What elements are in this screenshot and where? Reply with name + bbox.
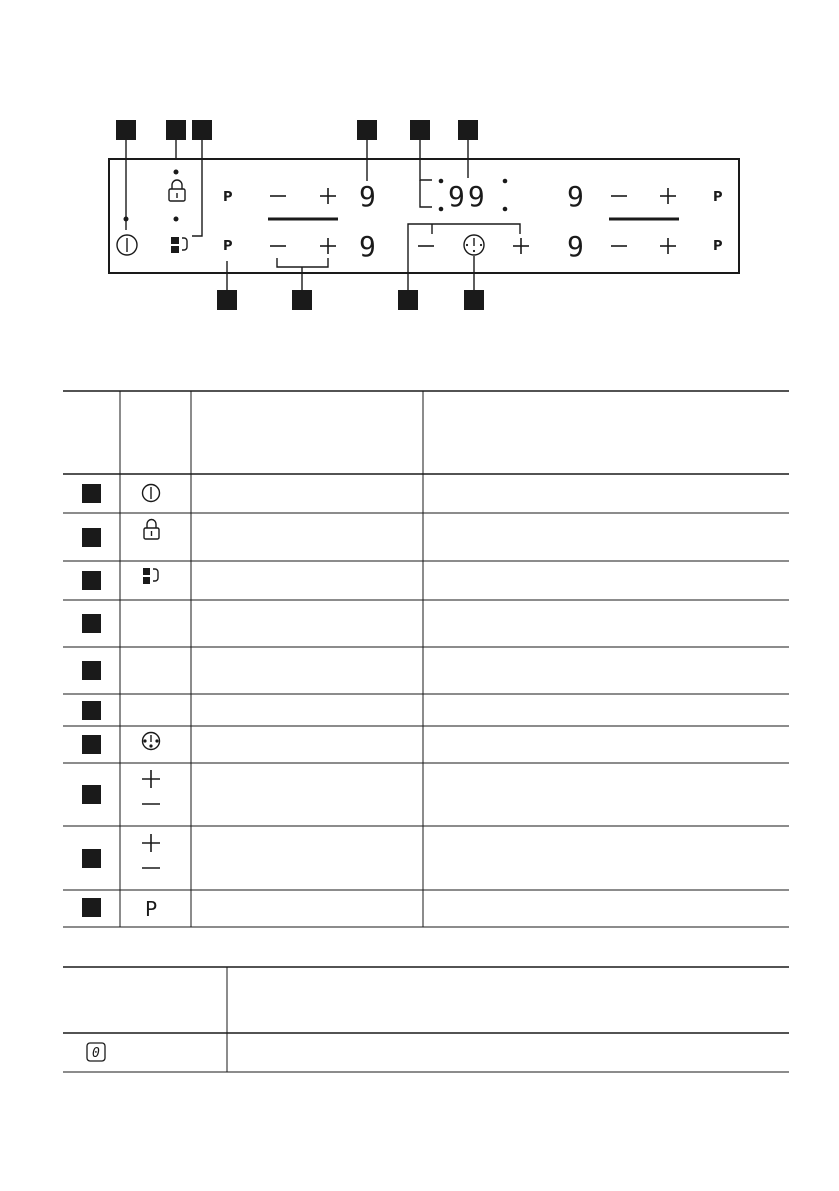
row-marker-4	[82, 614, 101, 633]
row-marker-9	[82, 849, 101, 868]
p-key-left-bottom[interactable]: P	[223, 239, 233, 254]
row-marker-10	[82, 898, 101, 917]
p-key-right-top[interactable]: P	[713, 190, 723, 205]
row-marker-5	[82, 661, 101, 680]
row-marker-1	[82, 484, 101, 503]
timer-icon	[143, 733, 160, 750]
left-bottom-heat-display: 9	[359, 230, 376, 263]
left-top-heat-display: 9	[359, 180, 376, 213]
right-top-heat-display: 9	[567, 180, 584, 213]
row-marker-6	[82, 701, 101, 720]
display-zero-digit: 0	[92, 1046, 100, 1061]
p-icon: P	[145, 897, 158, 921]
row-marker-3	[82, 571, 101, 590]
timer-digits: 99	[448, 180, 488, 213]
bridge-icon	[143, 568, 158, 584]
right-bottom-heat-display: 9	[567, 230, 584, 263]
row-marker-2	[82, 528, 101, 547]
lock-icon	[144, 520, 159, 540]
row-marker-7	[82, 735, 101, 754]
row-marker-8	[82, 785, 101, 804]
plus-minus-icon	[142, 770, 160, 804]
power-icon	[143, 485, 160, 502]
p-key-right-bottom[interactable]: P	[713, 239, 723, 254]
p-key-left-top[interactable]: P	[223, 190, 233, 205]
plus-minus-icon	[142, 834, 160, 868]
